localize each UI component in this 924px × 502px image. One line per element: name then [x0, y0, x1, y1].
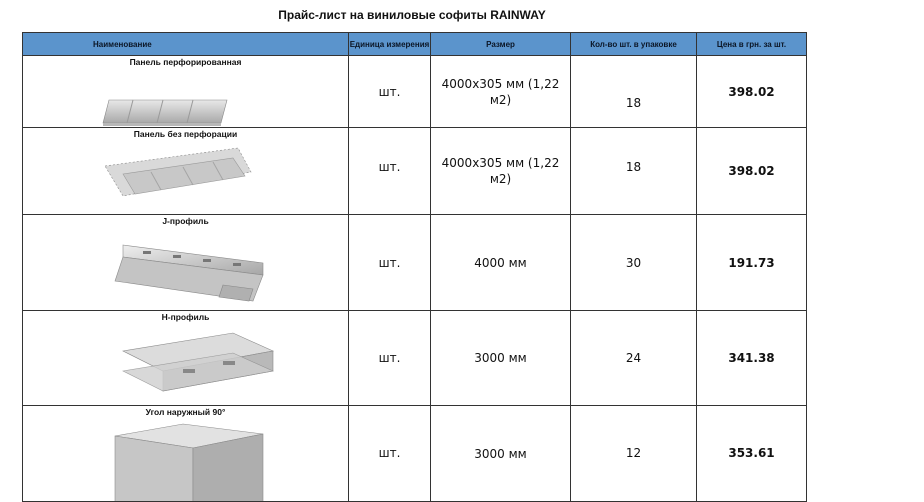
product-name: H-профиль	[161, 312, 210, 322]
qty-cell: 12	[571, 406, 697, 502]
price-cell: 191.73	[697, 215, 807, 311]
size-cell: 4000х305 мм (1,22 м2)	[431, 56, 571, 128]
header-size: Размер	[431, 33, 571, 56]
qty-cell: 18	[571, 56, 697, 128]
table-row	[23, 311, 807, 406]
product-cell	[23, 56, 349, 128]
unit-cell: шт.	[349, 128, 431, 215]
document-title: Прайс-лист на виниловые софиты RAINWAY	[278, 8, 546, 22]
price-table	[22, 32, 807, 502]
unit-cell: шт.	[349, 311, 431, 406]
perforated-panel-image	[23, 56, 349, 128]
size-cell: 3000 мм	[431, 406, 571, 502]
qty-cell: 18	[571, 128, 697, 215]
table-row	[23, 128, 807, 215]
size-cell: 4000 мм	[431, 215, 571, 311]
table-row	[23, 215, 807, 311]
solid-panel-image	[23, 128, 349, 215]
product-name: Угол наружный 90°	[145, 407, 226, 417]
header-unit: Единица измерения	[349, 33, 431, 56]
h-profile-image	[23, 311, 349, 406]
product-name: J-профиль	[162, 216, 209, 226]
product-cell	[23, 406, 349, 502]
table-row	[23, 406, 807, 502]
product-cell	[23, 128, 349, 215]
header-qty: Кол-во шт. в упаковке	[571, 33, 697, 56]
table-row	[23, 56, 807, 128]
price-cell: 341.38	[697, 311, 807, 406]
qty-cell: 30	[571, 215, 697, 311]
product-cell	[23, 311, 349, 406]
qty-cell: 24	[571, 311, 697, 406]
outer-corner-image	[23, 406, 349, 502]
header-price: Цена в грн. за шт.	[697, 33, 807, 56]
product-name: Панель без перфорации	[133, 129, 238, 139]
j-profile-image	[23, 215, 349, 311]
unit-cell: шт.	[349, 56, 431, 128]
product-cell	[23, 215, 349, 311]
size-cell: 3000 мм	[431, 311, 571, 406]
unit-cell: шт.	[349, 215, 431, 311]
size-cell: 4000х305 мм (1,22 м2)	[431, 128, 571, 215]
header-name: Наименование	[23, 33, 349, 56]
price-cell: 398.02	[697, 56, 807, 128]
table-header-row	[23, 33, 807, 56]
product-name: Панель перфорированная	[129, 57, 242, 67]
price-cell: 353.61	[697, 406, 807, 502]
price-cell: 398.02	[697, 128, 807, 215]
unit-cell: шт.	[349, 406, 431, 502]
